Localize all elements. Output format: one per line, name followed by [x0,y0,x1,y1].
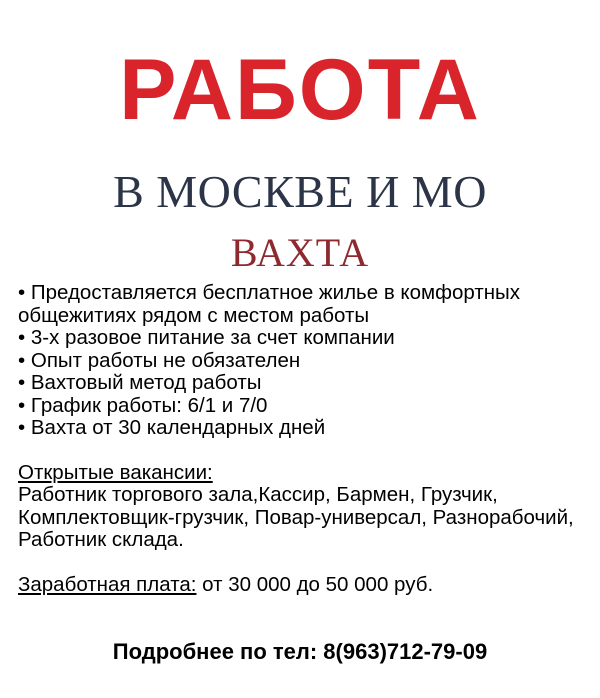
benefit-item: • График работы: 6/1 и 7/0 [18,395,593,418]
salary-section [18,574,593,597]
vacancies-text: Работник торгового зала,Кассир, Бармен, Грузчик, Комплектовщик-грузчик, Повар-универсал, Разнорабочий, Работник склада. [18,483,574,551]
vacancies-label: Открытые вакансии: [18,460,213,484]
subtitle-location: В МОСКВЕ И МО [113,166,487,217]
headline: РАБОТА [119,42,481,138]
salary-value: от 30 000 до 50 000 руб. [196,572,434,596]
contact-phone: Подробнее по тел: 8(963)712-79-09 [112,639,488,664]
benefit-item: • Опыт работы не обязателен [18,350,593,373]
benefits-list [18,282,593,440]
benefit-item: • Вахта от 30 календарных дней [18,417,593,440]
ad-content [18,282,593,596]
benefit-item: • 3-х разовое питание за счет компании [18,327,593,350]
shift-label: ВАХТА [230,230,370,275]
vacancies-section [18,462,593,552]
salary-label: Заработная плата: [18,572,197,596]
benefit-item: • Вахтовый метод работы [18,372,593,395]
benefit-item: • Предоставляется бесплатное жилье в комфортных общежитиях рядом с местом работы [18,282,593,327]
